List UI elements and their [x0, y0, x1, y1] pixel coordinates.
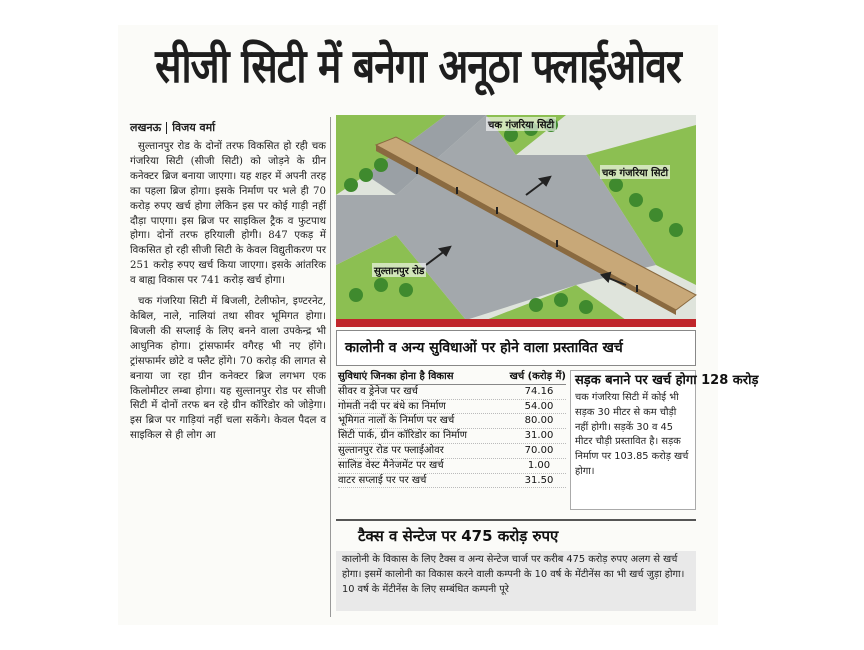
row-amount: 80.00 [524, 415, 554, 427]
table-row [338, 400, 566, 415]
row-amount: 31.50 [524, 474, 554, 486]
byline-place: लखनऊ [130, 121, 162, 134]
row-amount: 54.00 [524, 400, 554, 412]
table-row [338, 444, 566, 459]
cost-table [338, 370, 566, 488]
newspaper-clipping [118, 25, 759, 625]
road-cost-box [570, 370, 759, 510]
row-amount: 70.00 [524, 444, 554, 456]
table-row [338, 474, 566, 489]
row-amount: 31.00 [524, 430, 554, 442]
article-paragraph-2: चक गंजरिया सिटी में बिजली, टेलीफोन, इण्टरनेट, केबिल, नाले, नालियां तथा सीवर भूमिगत होगा। बिजली की सप्लाई के लिए बनने वाला उपकेन्द्र भी आधुनिक होगा। ट्रांसफार्मर वगैरह भी नए होंगे। ट्रांसफार्मर छोटे व फ्लैट होंगे। 70 करोड़ की लागत से बनाया जा रहा ग्रीन कनेक्टर ब्रिज लगभग एक किलोमीटर लम्बा होगा। यह सुल्तानपुर रोड पर सीजी सिटी में दोनों तरफ बन रहे ग्रीन कॉरिडोर को जोड़ेगा। इस ब्रिज पर गाड़ियां नहीं चला सकेंगे। केवल पैदल व साइकिल से ही लोग आ [130, 296, 326, 442]
article-paragraph-1: सुल्तानपुर रोड के दोनों तरफ विकसित हो रही चक गंजरिया सिटी (सीजी सिटी) को जोड़ने के ग्रीन कनेक्टर ब्रिज बनाया जाएगा। यह शहर में अपनी तरह का पहला ब्रिज होगा। इसके निर्माण पर भले ही 70 करोड़ रुपए खर्च होगा लेकिन इस पर कोई गाड़ी नहीं दौड़ा पाएगा। इस ब्रिज पर साइकिल ट्रैक व फुटपाथ होगा। दोनों तरफ हरियाली होगी। 847 एकड़ में विकसित हो रही सीजी सिटी के केवल विद्युतीकरण पर 251 करोड़ रुपए खर्च किया जाएगा। इसके आंतरिक व बाह्य विकास पर 741 करोड़ खर्च होगा। [130, 141, 326, 287]
label-road: सुल्तानपुर रोड [372, 263, 426, 277]
row-amount: 74.16 [524, 385, 554, 397]
article-column [130, 140, 326, 444]
row-item: सिटी पार्क, ग्रीन कॉरिडोर का निर्माण [338, 430, 467, 442]
cost-table-header-amount: खर्च (करोड़ में) [509, 371, 566, 382]
flyover-illustration [336, 115, 696, 320]
byline [130, 120, 215, 135]
table-row [338, 385, 566, 400]
cost-table-header [338, 370, 566, 385]
row-amount: 1.00 [527, 459, 551, 471]
table-title: कालोनी व अन्य सुविधाओं पर होने वाला प्रस्तावित खर्च [336, 330, 696, 366]
label-right: चक गंजरिया सिटी [600, 165, 670, 179]
cost-table-header-item: सुविधाएं जिनका होना है विकास [338, 371, 454, 382]
byline-author: विजय वर्मा [172, 121, 216, 134]
label-top: चक गंजरिया सिटी [486, 117, 556, 131]
row-item: वाटर सप्लाई पर पर खर्च [338, 474, 427, 486]
headline: सीजी सिटी में बनेगा अनूठा फ्लाईओवर [155, 40, 681, 95]
row-item: गोमती नदी पर बंधे का निर्माण [338, 400, 446, 412]
column-divider [330, 117, 331, 617]
tax-heading: टैक्स व सेन्टेज पर 475 करोड़ रुपए [336, 519, 696, 549]
row-item: सुल्तानपुर रोड पर फ्लाईओवर [338, 444, 444, 456]
row-item: सीवर व ड्रेनेज पर खर्च [338, 385, 418, 397]
accent-band [336, 319, 696, 327]
flyover-drawing [336, 115, 696, 320]
table-row [338, 459, 566, 474]
road-cost-heading: सड़क बनाने पर खर्च होगा 128 करोड़ [575, 373, 759, 388]
row-item: भूमिगत नालों के निर्माण पर खर्च [338, 415, 455, 427]
table-row [338, 414, 566, 429]
tax-text: कालोनी के विकास के लिए टैक्स व अन्य सेन्टेज चार्ज पर करीब 475 करोड़ रुपए अलग से खर्च होगा। इसमें कालोनी का विकास करने वाली कम्पनी के 10 वर्ष के मेंटीनेंस का भी खर्च जुड़ा होगा। 10 वर्ष के मेंटीनेंस के लिए सम्बंधित कम्पनी पूरे [336, 551, 696, 611]
table-row [338, 429, 566, 444]
byline-separator [166, 122, 167, 134]
row-item: सालिड वेस्ट मैनेजमेंट पर खर्च [338, 459, 444, 471]
road-cost-body: चक गंजरिया सिटी में कोई भी सड़क 30 मीटर से कम चौड़ी नहीं होगी। सड़कें 30 व 45 मीटर चौड़ी प्रस्तावित है। सड़क निर्माण पर 103.85 करोड़ खर्च होगा। [575, 392, 689, 477]
